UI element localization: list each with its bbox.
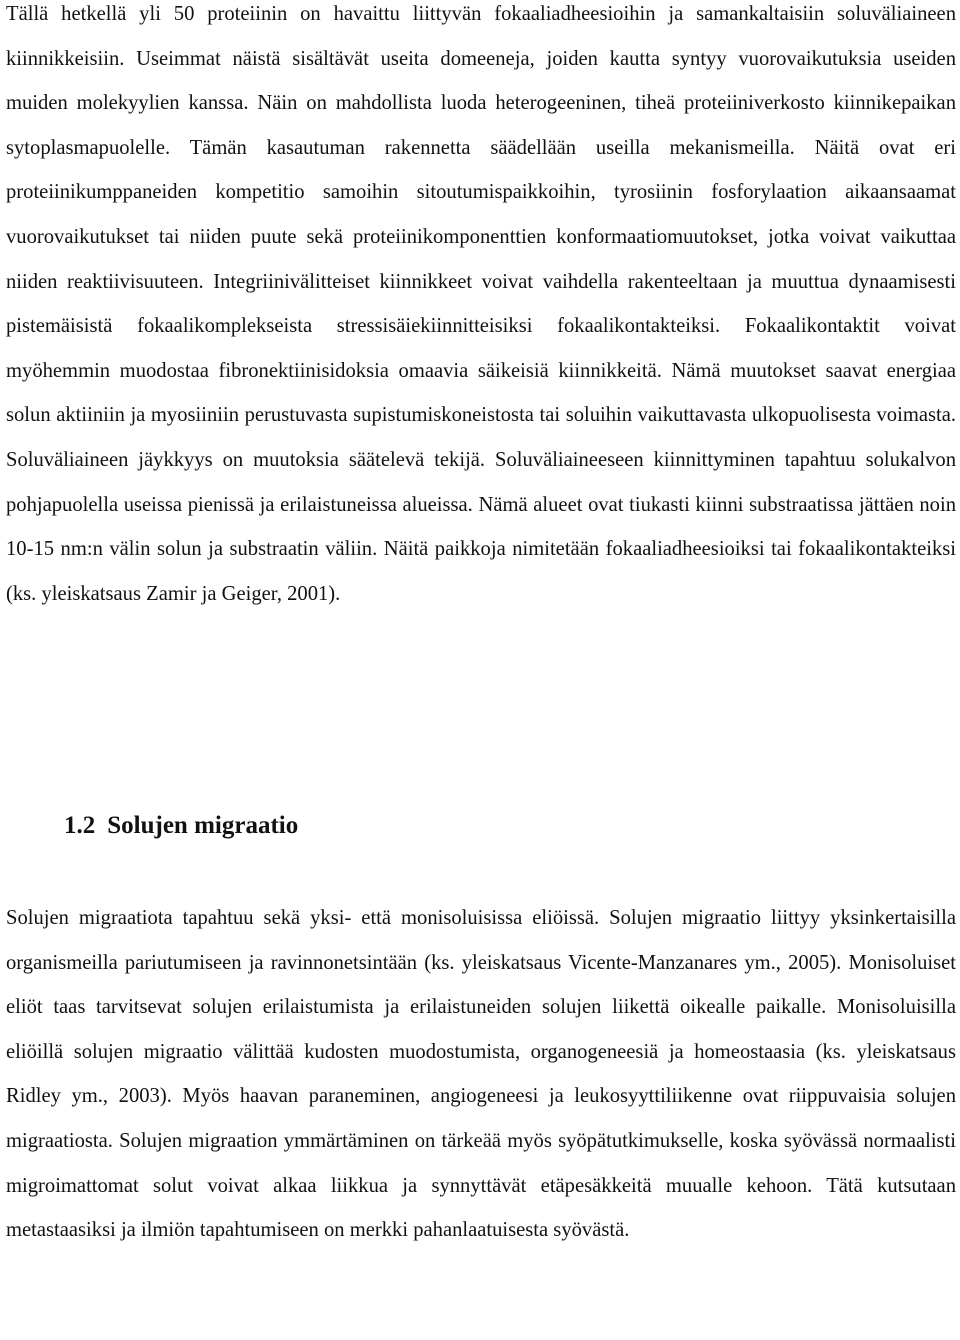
paragraph-cell-migration: Solujen migraatiota tapahtuu sekä yksi- että monisoluisissa eliöissä. Solujen migraatio liittyy yksinkertaisilla organismeilla pariutumiseen ja ravinnonetsintään (ks. yleiskatsaus Vicente-Manzanares ym., 2005). Monisoluiset eliöt taas tarvitsevat solujen erilaistumista ja erilaistuneiden solujen liikettä oikealle paikalle. Monisoluisilla eliöillä solujen migraatio välittää kudosten muodostumista, organogeneesiä ja homeostaasia (ks. yleiskatsaus Ridley ym., 2003). Myös haavan paraneminen, angiogeneesi ja leukosyyttiliikenne ovat riippuvaisia solujen migraatiosta. Solujen migraation ymmärtäminen on tärkeää myös syöpätutkimukselle, koska syövässä normaalisti migroimattomat solut voivat alkaa liikkua ja synnyttävät etäpesäkkeitä muualle kehoon. Tätä kutsutaan metastaasiksi ja ilmiön tapahtumiseen on merkki pahanlaatuisesta syövästä. [6, 907, 956, 1242]
section-title: Solujen migraatio [107, 812, 299, 839]
paragraph-focal-adhesions: Tällä hetkellä yli 50 proteiinin on havaittu liittyvän fokaaliadheesioihin ja samankaltaisiin soluväliaineen kiinnikkeisiin. Useimmat näistä sisältävät useita domeeneja, joiden kautta syntyy vuorovaikutuksia useiden muiden molekyylien kanssa. Näin on mahdollista luoda heterogeeninen, tiheä proteiiniverkosto kiinnikepaikan sytoplasmapuolelle. Tämän kasautuman rakennetta säädellään useilla mekanismeilla. Näitä ovat eri proteiinikumppaneiden kompetitio samoihin sitoutumispaikkoihin, tyrosiinin fosforylaation aikaansaamat vuorovaikutukset tai niiden puute sekä proteiinikomponenttien konformaatiomuutokset, jotka voivat vaikuttaa niiden reaktiivisuuteen. Integriinivälitteiset kiinnikkeet voivat vaihdella rakenteeltaan ja muuttua dynaamisesti pistemäisistä fokaalikomplekseista stressisäiekiinnitteisiksi fokaalikontakteiksi. Fokaalikontaktit voivat myöhemmin muodostaa fibronektiinisidoksia omaavia säikeisiä kiinnikkeitä. Nämä muutokset saavat energiaa solun aktiiniin ja myosiiniin perustuvasta supistumiskoneistosta tai soluihin vaikuttavasta ulkopuolisesta voimasta. Soluväliaineen jäykkyys on muutoksia säätelevä tekijä. Soluväliaineeseen kiinnittyminen tapahtuu solukalvon pohjapuolella useissa pienissä ja erilaistuneissa alueissa. Nämä alueet ovat tiukasti kiinni substraatissa jättäen noin 10-15 nm:n välin solun ja substraatin väliin. Näitä paikkoja nimitetään fokaaliadheesioiksi tai fokaalikontakteiksi (ks. yleiskatsaus Zamir ja Geiger, 2001). [6, 3, 956, 605]
section-number: 1.2 [64, 812, 96, 839]
section-heading [64, 806, 298, 846]
document-page [6, 0, 956, 1242]
